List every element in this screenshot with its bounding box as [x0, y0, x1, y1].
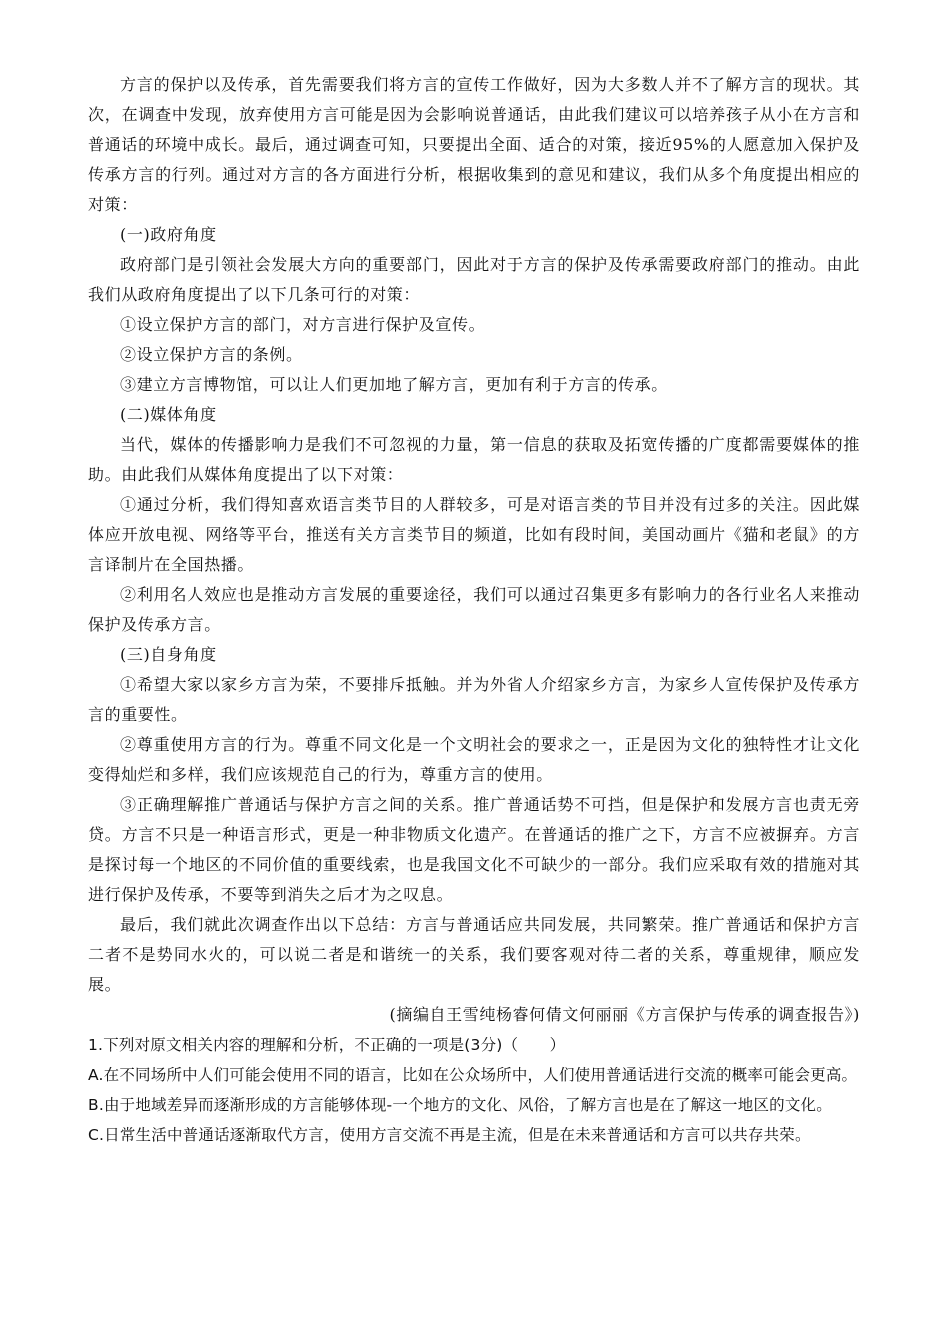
- government-item-3: ③建立方言博物馆，可以让人们更加地了解方言，更加有利于方言的传承。: [120, 375, 668, 394]
- option-b: B.由于地域差异而逐渐形成的方言能够体现-一个地方的文化、风俗，了解方言也是在了解这一地区的文化。: [88, 1096, 832, 1114]
- document-page: [88, 70, 860, 1150]
- conclusion-paragraph: 最后，我们就此次调查作出以下总结：方言与普通话应共同发展，共同繁荣。推广普通话和保护方言二者不是势同水火的，可以说二者是和谐统一的关系，我们要客观对待二者的关系，尊重规律，顺应发展。: [88, 915, 860, 994]
- government-item-1: ①设立保护方言的部门，对方言进行保护及宣传。: [120, 315, 486, 334]
- intro-paragraph: 方言的保护以及传承，首先需要我们将方言的宣传工作做好，因为大多数人并不了解方言的现状。其次，在调查中发现，放弃使用方言可能是因为会影响说普通话，由此我们建议可以培养孩子从小在方言和普通话的环境中成长。最后，通过调查可知，只要提出全面、适合的对策，接近95%的人愿意加入保护及传承方言的行列。通过对方言的各方面进行分析，根据收集到的意见和建议，我们从多个角度提出相应的对策：: [88, 75, 860, 214]
- government-item-2: ②设立保护方言的条例。: [120, 345, 303, 364]
- self-item-3: ③正确理解推广普通话与保护方言之间的关系。推广普通话势不可挡，但是保护和发展方言也责无旁贷。方言不只是一种语言形式，更是一种非物质文化遗产。在普通话的推广之下，方言不应被摒弃。方言是探讨每一个地区的不同价值的重要线索，也是我国文化不可缺少的一部分。我们应采取有效的措施对其进行保护及传承，不要等到消失之后才为之叹息。: [88, 795, 860, 904]
- source-citation: (摘编自王雪纯杨睿何倩文何丽丽《方言保护与传承的调查报告》): [389, 1005, 860, 1024]
- question-stem: 1.下列对原文相关内容的理解和分析，不正确的一项是(3分)（ ）: [88, 1036, 566, 1054]
- media-paragraph: 当代，媒体的传播影响力是我们不可忽视的力量，第一信息的获取及拓宽传播的广度都需要媒体的推助。由此我们从媒体角度提出了以下对策：: [88, 435, 860, 484]
- section-heading-self: (三)自身角度: [120, 645, 217, 664]
- government-paragraph: 政府部门是引领社会发展大方向的重要部门，因此对于方言的保护及传承需要政府部门的推动。由此我们从政府角度提出了以下几条可行的对策：: [88, 255, 860, 304]
- section-heading-government: (一)政府角度: [120, 225, 217, 244]
- option-c: C.日常生活中普通话逐渐取代方言，使用方言交流不再是主流，但是在未来普通话和方言可以共存共荣。: [88, 1126, 811, 1144]
- self-item-2: ②尊重使用方言的行为。尊重不同文化是一个文明社会的要求之一，正是因为文化的独特性才让文化变得灿烂和多样，我们应该规范自己的行为，尊重方言的使用。: [88, 735, 860, 784]
- self-item-1: ①希望大家以家乡方言为荣，不要排斥抵触。并为外省人介绍家乡方言，为家乡人宣传保护及传承方言的重要性。: [88, 675, 860, 724]
- media-item-2: ②利用名人效应也是推动方言发展的重要途径，我们可以通过召集更多有影响力的各行业名人来推动保护及传承方言。: [88, 585, 860, 634]
- option-a: A.在不同场所中人们可能会使用不同的语言，比如在公众场所中，人们使用普通话进行交流的概率可能会更高。: [88, 1066, 858, 1084]
- section-heading-media: (二)媒体角度: [120, 405, 217, 424]
- media-item-1: ①通过分析，我们得知喜欢语言类节目的人群较多，可是对语言类的节目并没有过多的关注。因此媒体应开放电视、网络等平台，推送有关方言类节目的频道，比如有段时间，美国动画片《猫和老鼠》的方言译制片在全国热播。: [88, 495, 860, 574]
